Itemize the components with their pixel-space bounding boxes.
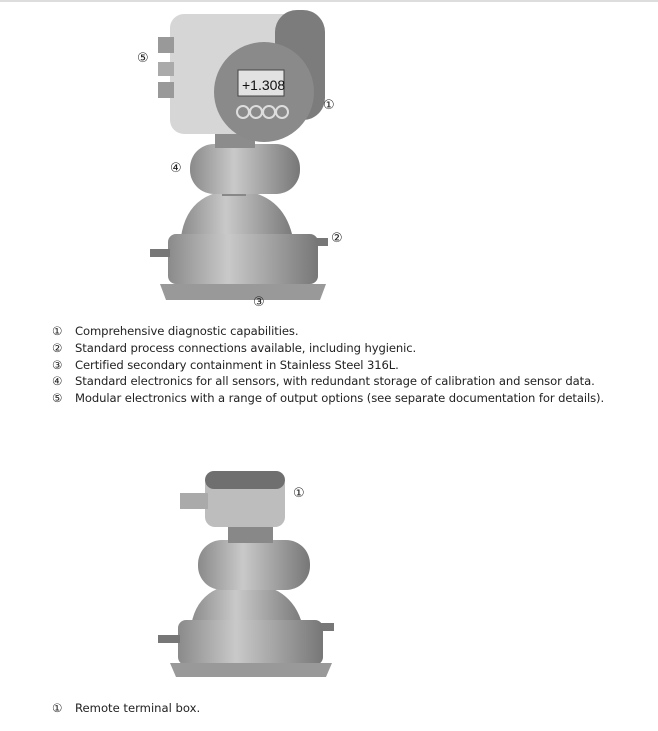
legend-item	[52, 357, 604, 374]
display-reading: +1.308	[242, 77, 286, 93]
callout-5: ⑤	[137, 51, 149, 66]
callout-3: ③	[253, 295, 265, 310]
callout-4: ④	[170, 161, 182, 176]
callout-1: ①	[323, 98, 335, 113]
legend-number: ⑤	[52, 391, 63, 406]
legend-number: ②	[52, 340, 63, 355]
callout-1-remote: ①	[293, 486, 305, 501]
legend-number: ①	[52, 324, 63, 338]
legend-text: Standard electronics for all sensors, with redundant storage of calibration and sensor data.	[75, 374, 595, 389]
legend-number: ③	[52, 357, 63, 372]
legend-text: Modular electronics with a range of output options (see separate documentation for details).	[75, 391, 605, 406]
legend-number: ①	[52, 701, 63, 715]
legend-number: ④	[52, 374, 63, 389]
feature-legend	[52, 323, 604, 407]
legend-item	[52, 323, 604, 340]
legend-item	[52, 390, 604, 407]
legend-text: Remote terminal box.	[75, 701, 201, 715]
legend-text: Standard process connections available, including hygienic.	[75, 340, 417, 355]
legend-item	[52, 340, 604, 357]
callout-2: ②	[331, 231, 343, 246]
legend-item	[52, 373, 604, 390]
legend-text: Comprehensive diagnostic capabilities.	[75, 324, 299, 338]
flowmeter-remote-image	[150, 465, 340, 680]
remote-legend-item	[52, 701, 200, 715]
flowmeter-integral-image	[130, 2, 350, 314]
legend-text: Certified secondary containment in Stainless Steel 316L.	[75, 357, 399, 372]
